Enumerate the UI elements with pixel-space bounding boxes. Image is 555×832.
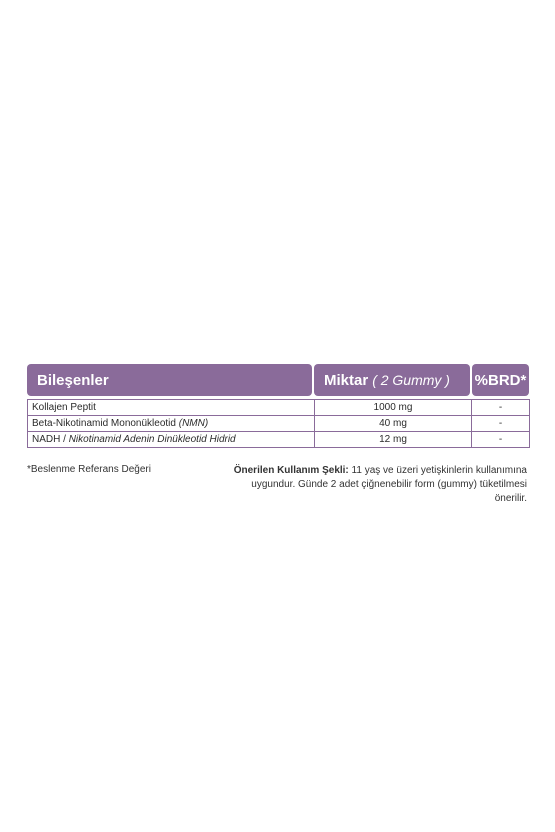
header-amount-label: Miktar [324, 371, 369, 389]
header-amount-unit: ( 2 Gummy ) [372, 372, 450, 388]
table-row [28, 400, 530, 416]
row-name-text: NADH / [32, 434, 66, 445]
usage-label: Önerilen Kullanım Şekli: [233, 465, 349, 476]
row-name [28, 432, 315, 448]
footnote: *Beslenme Referans Değeri [27, 464, 151, 475]
header-component [27, 364, 312, 396]
header-amount [314, 364, 470, 396]
row-amount: 1000 mg [315, 400, 472, 416]
row-name [28, 416, 315, 432]
table-header [27, 364, 529, 396]
row-name [28, 400, 315, 416]
row-amount: 40 mg [315, 416, 472, 432]
row-name-text: Beta-Nikotinamid Mononükleotid [32, 418, 176, 429]
row-name-suffix: (NMN) [178, 418, 209, 429]
header-brd [472, 364, 529, 396]
table-row [28, 432, 530, 448]
row-brd: - [472, 432, 530, 448]
row-name-suffix: Nikotinamid Adenin Dinükleotid Hidrid [68, 434, 236, 445]
row-name-text: Kollajen Peptit [32, 402, 96, 413]
table-row [28, 416, 530, 432]
usage-text: 11 yaş ve üzeri yetişkinlerin kullanımına uygundur. Günde 2 adet çiğnenebilir form (gummy) tüketilmesi önerilir. [251, 465, 527, 504]
header-brd-label: %BRD* [474, 371, 527, 389]
row-amount: 12 mg [315, 432, 472, 448]
header-component-label: Bileşenler [37, 371, 109, 389]
usage-instructions [227, 464, 527, 506]
ingredients-table [27, 399, 530, 448]
row-brd: - [472, 400, 530, 416]
row-brd: - [472, 416, 530, 432]
